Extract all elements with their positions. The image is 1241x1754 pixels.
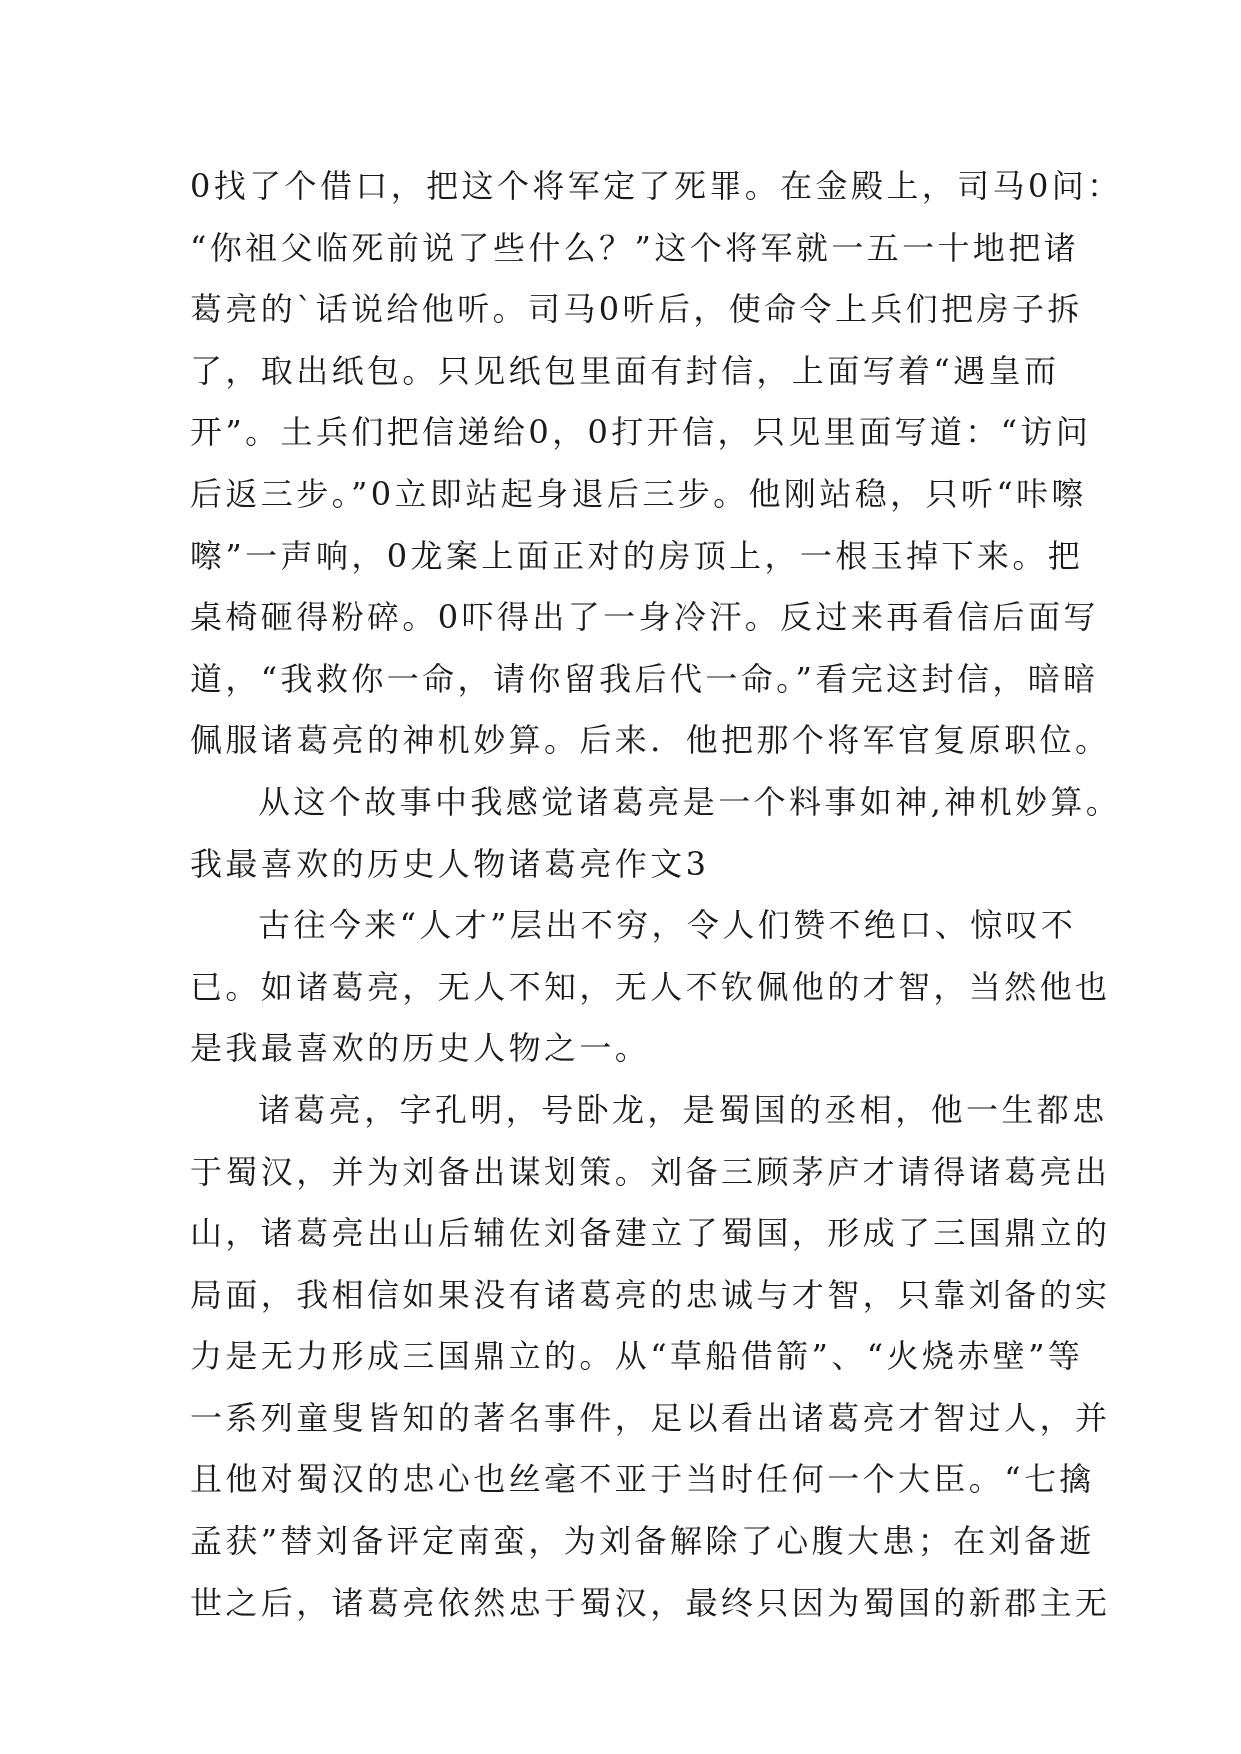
text-line: 葛亮的`话说给他听。司马0听后，使命令上兵们把房子拆	[190, 290, 1083, 329]
text-line: 世之后，诸葛亮依然忠于蜀汉，最终只因为蜀国的新郡主无	[190, 1583, 1111, 1622]
text-line: 于蜀汉，并为刘备出谋划策。刘备三顾茅庐才请得诸葛亮出	[190, 1152, 1111, 1191]
text-line: 道，“我救你一命，请你留我后代一命。”看完这封信，暗暗	[190, 659, 1099, 698]
essay-heading: 我最喜欢的历史人物诸葛亮作文3	[190, 844, 710, 883]
text-line: 开”。土兵们把信递给0，0打开信，只见里面写道：“访问	[190, 413, 1092, 452]
text-line: 桌椅砸得粉碎。0吓得出了一身冷汗。反过来再看信后面写	[190, 598, 1099, 637]
text-line: 一系列童叟皆知的著名事件，足以看出诸葛亮才智过人，并	[190, 1398, 1111, 1437]
essay-body	[190, 156, 1123, 1634]
text-line: 山，诸葛亮出山后辅佐刘备建立了蜀国，形成了三国鼎立的	[190, 1214, 1111, 1253]
text-line: 嚓”一声响，0龙案上面正对的房顶上，一根玉掉下来。把	[190, 536, 1084, 575]
text-line: 已。如诸葛亮，无人不知，无人不钦佩他的才智，当然他也	[190, 967, 1111, 1006]
paragraph-first-line: 从这个故事中我感觉诸葛亮是一个料事如神,神机妙算。	[258, 782, 1122, 821]
text-line: 力是无力形成三国鼎立的。从“草船借箭”、“火烧赤壁”等	[190, 1337, 1084, 1376]
text-line: “你祖父临死前说了些什么？”这个将军就一五一十地把诸	[190, 228, 1080, 267]
text-line: 后返三步。”0立即站起身退后三步。他刚站稳，只听“咔嚓	[190, 474, 1087, 513]
paragraph-first-line: 诸葛亮，字孔明，号卧龙，是蜀国的丞相，他一生都忠	[258, 1090, 1108, 1129]
text-line: 0找了个借口，把这个将军定了死罪。在金殿上，司马0问：	[190, 167, 1123, 205]
text-line: 孟获”替刘备评定南蛮，为刘备解除了心腹大患；在刘备逝	[190, 1522, 1095, 1561]
paragraph-first-line: 古往今来“人才”层出不穷，令人们赞不绝口、惊叹不	[258, 906, 1077, 945]
text-line: 且他对蜀汉的忠心也丝毫不亚于当时任何一个大臣。“七擒	[190, 1460, 1095, 1499]
text-line: 是我最喜欢的历史人物之一。	[190, 1029, 651, 1068]
text-line: 了，取出纸包。只见纸包里面有封信，上面写着“遇皇而	[190, 351, 1060, 390]
text-line: 局面，我相信如果没有诸葛亮的忠诚与才智，只靠刘备的实	[190, 1275, 1111, 1314]
text-line: 佩服诸葛亮的神机妙算。后来．他把那个将军官复原职位。	[190, 721, 1111, 760]
